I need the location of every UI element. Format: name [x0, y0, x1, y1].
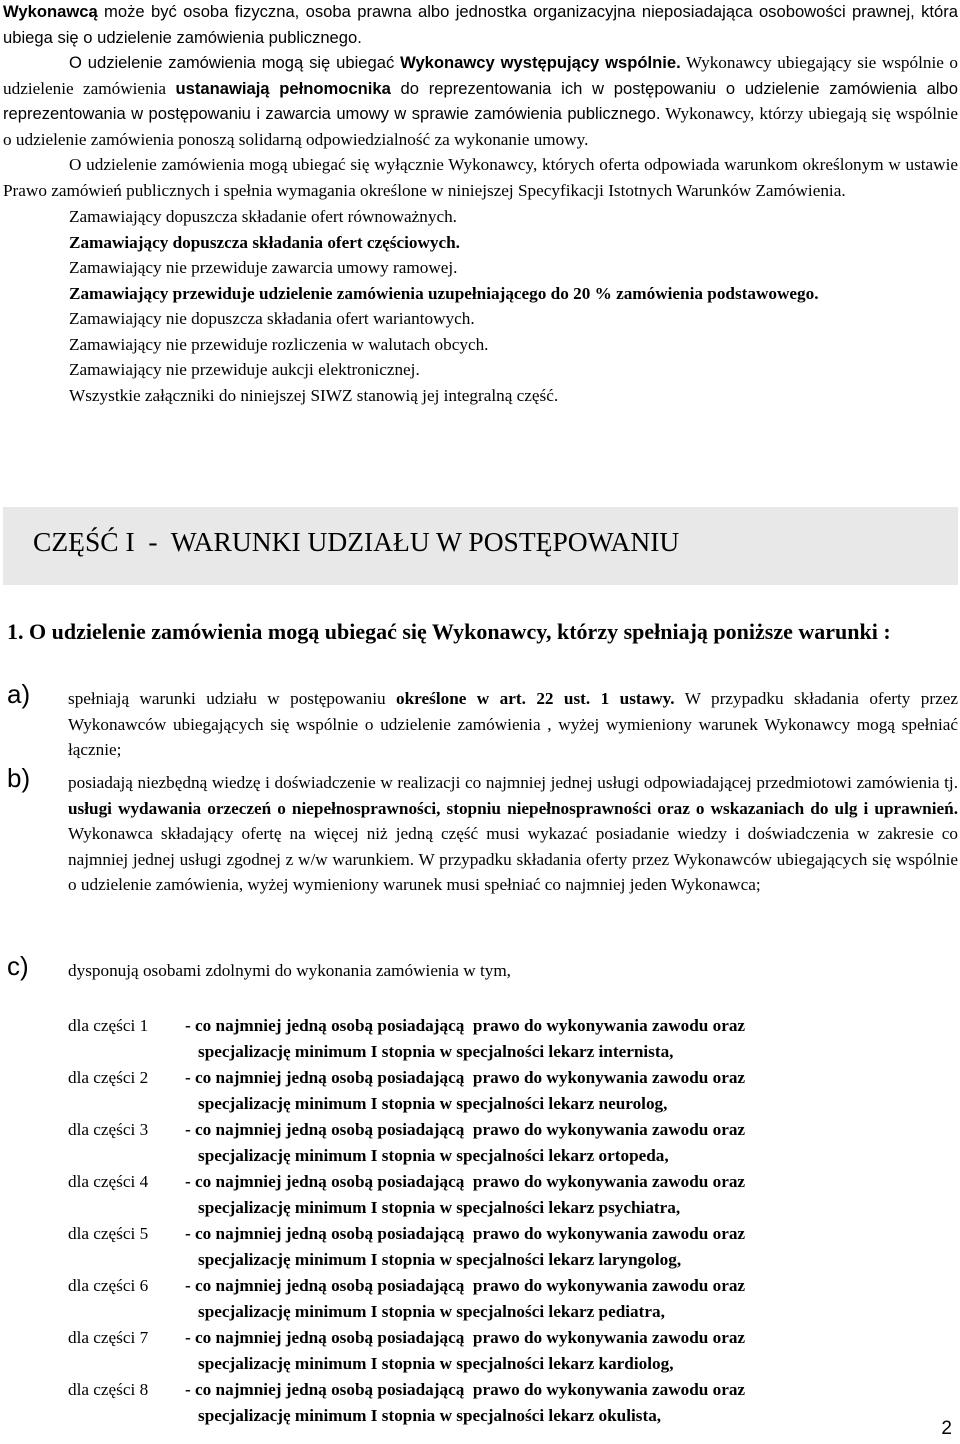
part-item — [68, 1169, 948, 1221]
statement: Zamawiający nie przewiduje aukcji elektronicznej. — [69, 360, 420, 379]
statement: Zamawiający nie dopuszcza składania ofert wariantowych. — [69, 309, 475, 328]
part-specialization: specjalizację minimum I stopnia w specjalności lekarz neurolog, — [198, 1093, 668, 1113]
condition-a-text — [68, 686, 958, 763]
statement: Zamawiający dopuszcza składanie ofert równoważnych. — [69, 207, 457, 226]
part-specialization: specjalizację minimum I stopnia w specjalności lekarz internista, — [198, 1041, 674, 1061]
part-specialization: specjalizację minimum I stopnia w specjalności lekarz laryngolog, — [198, 1249, 682, 1269]
part-requirement: - co najmniej jedną osobą posiadającą prawo do wykonywania zawodu oraz — [185, 1328, 746, 1347]
part-item — [68, 1273, 948, 1325]
condition-bold-text: usługi wydawania orzeczeń o niepełnosprawności, stopniu niepełnosprawności oraz o wskazaniach do ulg i uprawnień. — [68, 798, 958, 818]
condition-b — [7, 763, 958, 898]
part-label: dla części 1 — [68, 1016, 149, 1035]
intro-section — [3, 0, 958, 203]
item-marker: b) — [7, 763, 31, 793]
intro-text: Wykonawcy, którzy ubiegają się wspólnie o udzielenie zamówienia ponoszą solidarną odpowiedzialność za wykonanie umowy. — [3, 104, 958, 149]
intro-text: O udzielenie zamówienia mogą się ubiegać — [69, 53, 401, 72]
condition-text: W przypadku składania oferty przez Wykonawców ubiegających się wspólnie o udzielenie zamówienia , wyżej wymieniony warunek Wykonawcy mogą spełniać łącznie; — [68, 689, 959, 759]
condition-bold-text: określone w art. 22 ust. 1 ustawy. — [396, 689, 675, 708]
statement: Zamawiający przewiduje udzielenie zamówienia uzupełniającego do 20 % zamówienia podstawowego. — [69, 283, 819, 303]
item-marker: a) — [7, 679, 31, 709]
part-item — [68, 1117, 948, 1169]
part-requirement: - co najmniej jedną osobą posiadającą prawo do wykonywania zawodu oraz — [185, 1120, 746, 1139]
part-label: dla części 4 — [68, 1172, 149, 1191]
section-heading: CZĘŚĆ I - WARUNKI UDZIAŁU W POSTĘPOWANIU — [33, 526, 680, 557]
intro-bold-term: Wykonawcy występujący wspólnie. — [400, 53, 681, 72]
part-label: dla części 3 — [68, 1120, 149, 1139]
intro-bold-term: ustanawiają pełnomocnika — [175, 78, 391, 98]
part-specialization: specjalizację minimum I stopnia w specjalności lekarz kardiolog, — [198, 1353, 674, 1373]
condition-c-text: dysponują osobami zdolnymi do wykonania zamówienia w tym, — [68, 961, 511, 980]
parts-list — [68, 1013, 948, 1429]
condition-a — [7, 679, 959, 763]
condition-b-text — [68, 770, 958, 898]
section-1-title: 1. O udzielenie zamówienia mogą ubiegać się Wykonawcy, którzy spełniają poniższe warunki : — [7, 619, 891, 644]
section-banner — [3, 507, 958, 585]
part-requirement: - co najmniej jedną osobą posiadającą prawo do wykonywania zawodu oraz — [185, 1068, 746, 1087]
intro-text: Wykonawcy ubiegający sie wspólnie o udzielenie zamówienia — [3, 53, 958, 98]
part-item — [68, 1377, 948, 1429]
part-requirement: - co najmniej jedną osobą posiadającą prawo do wykonywania zawodu oraz — [185, 1224, 746, 1243]
intro-text: do reprezentowania ich w postępowaniu o udzielenie zamówienia albo reprezentowania w postępowaniu i zawarcia umowy w sprawie zamówienia publicznego. — [3, 78, 958, 123]
condition-c — [7, 951, 958, 984]
intro-paragraph-2 — [3, 50, 958, 152]
intro-text: może być osoba fizyczna, osoba prawna albo jednostka organizacyjna nieposiadająca osobowości prawnej, która ubiega się o udzielenie zamówienia publicznego. — [3, 2, 958, 47]
part-label: dla części 8 — [68, 1380, 149, 1399]
statement: Zamawiający nie przewiduje zawarcia umowy ramowej. — [69, 258, 458, 277]
part-specialization: specjalizację minimum I stopnia w specjalności lekarz psychiatra, — [198, 1197, 681, 1217]
part-label: dla części 7 — [68, 1328, 149, 1347]
part-item — [68, 1013, 948, 1065]
intro-paragraph-1 — [3, 0, 958, 50]
part-label: dla części 5 — [68, 1224, 149, 1243]
condition-text: W przypadku składania oferty przez Wykonawców ubiegających się wspólnie o udzielenie zamówienia, wyżej wymieniony warunek musi spełniać co najmniej jeden Wykonawca; — [68, 849, 958, 894]
part-item — [68, 1221, 948, 1273]
part-specialization: specjalizację minimum I stopnia w specjalności lekarz ortopeda, — [198, 1145, 669, 1165]
statement: Zamawiający nie przewiduje rozliczenia w walutach obcych. — [69, 334, 489, 354]
part-requirement: - co najmniej jedną osobą posiadającą prawo do wykonywania zawodu oraz — [185, 1172, 746, 1191]
item-marker: c) — [7, 951, 29, 981]
part-label: dla części 6 — [68, 1276, 149, 1295]
part-specialization: specjalizację minimum I stopnia w specjalności lekarz pediatra, — [198, 1301, 665, 1321]
part-requirement: - co najmniej jedną osobą posiadającą prawo do wykonywania zawodu oraz — [185, 1380, 746, 1399]
part-item — [68, 1065, 948, 1117]
condition-text: Wykonawca składający ofertę na więcej niż jedną część musi wykazać posiadanie wiedzy i doświadczenia w zakresie co najmniej jednej usługi zgodnej z w/w warunkiem. — [68, 824, 958, 869]
statement: Wszystkie załączniki do niniejszej SIWZ stanowią jej integralną część. — [69, 385, 559, 405]
part-requirement: - co najmniej jedną osobą posiadającą prawo do wykonywania zawodu oraz — [185, 1016, 746, 1035]
condition-text: spełniają warunki udziału w postępowaniu — [68, 689, 397, 708]
intro-paragraph-3: O udzielenie zamówienia mogą ubiegać się wyłącznie Wykonawcy, których oferta odpowiada warunkom określonym w ustawie Prawo zamówień publicznych i spełnia wymagania określone w niniejszej Specyfikacji Istotnych Warunków Zamówienia. — [3, 155, 958, 200]
condition-text: posiadają niezbędną wiedzę i doświadczenie w realizacji co najmniej jednej usługi odpowiadającej przedmiotowi zamówienia tj. — [68, 773, 958, 792]
statement: Zamawiający dopuszcza składania ofert częściowych. — [69, 232, 460, 252]
page-number: 2 — [941, 1418, 952, 1439]
part-requirement: - co najmniej jedną osobą posiadającą prawo do wykonywania zawodu oraz — [185, 1276, 746, 1295]
intro-bold-term: Wykonawcą — [3, 2, 98, 21]
statements-container — [3, 204, 958, 408]
part-specialization: specjalizację minimum I stopnia w specjalności lekarz okulista, — [198, 1405, 662, 1425]
part-item — [68, 1325, 948, 1377]
part-label: dla części 2 — [68, 1068, 149, 1087]
